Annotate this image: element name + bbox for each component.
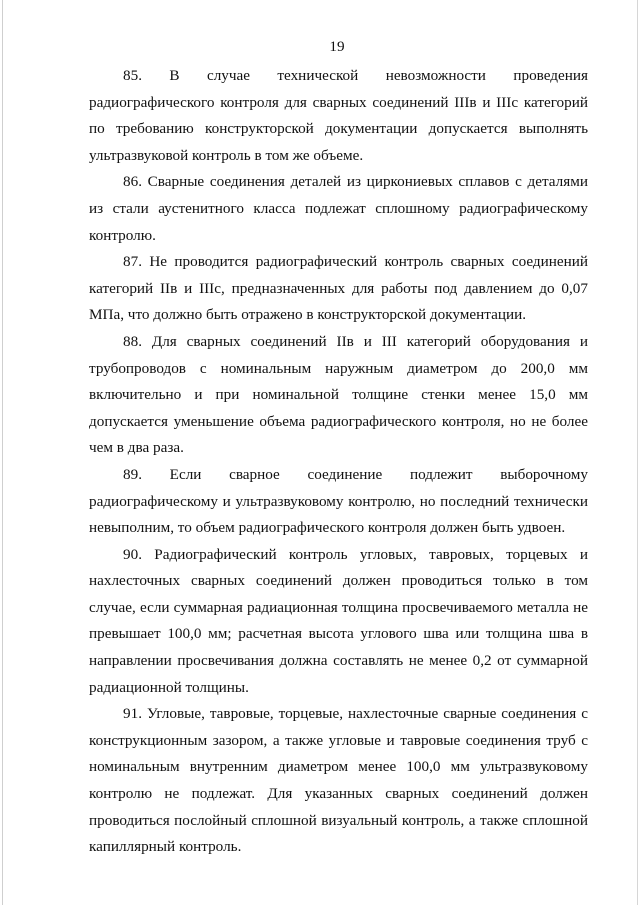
document-body <box>89 63 588 861</box>
page-right-edge <box>637 0 638 905</box>
paragraph-86: 86. Сварные соединения деталей из циркониевых сплавов с деталями из стали аустенитного класса подлежат сплошному радиографическому контролю. <box>89 173 588 244</box>
paragraph-89: 89. Если сварное соединение подлежит выборочному радиографическому и ультразвуковому контролю, но последний технически невыполним, то объем радиографического контроля должен быть удвоен. <box>89 465 588 537</box>
paragraph-85: 85. В случае технической невозможности проведения радиографического контроля для сварных соединений IIIв и IIIс категорий по требованию конструкторской документации допускается выполнять ультразвуковой контроль в том же объеме. <box>89 67 588 164</box>
page-number: 19 <box>329 38 345 55</box>
page-left-edge <box>2 0 3 905</box>
paragraph-87: 87. Не проводится радиографический контроль сварных соединений категорий IIв и IIIс, предназначенных для работы под давлением до 0,07 МПа, что должно быть отражено в конструкторской документации. <box>89 253 588 324</box>
paragraph-90: 90. Радиографический контроль угловых, тавровых, торцевых и нахлесточных сварных соединений должен проводиться только в том случае, если суммарная радиационная толщина просвечиваемого металла не превышает 100,0 мм; расчетная высота углового шва или толщина шва в направлении просвечивания должна составлять не менее 0,2 от суммарной радиационной толщины. <box>89 545 588 696</box>
paragraph-88: 88. Для сварных соединений IIв и III категорий оборудования и трубопроводов с номинальным наружным диаметром до 200,0 мм включительно и при номинальной толщине стенки менее 15,0 мм допускается уменьшение объема радиографического контроля, но не более чем в два раза. <box>89 332 588 457</box>
paragraph-91: 91. Угловые, тавровые, торцевые, нахлесточные сварные соединения с конструкционным зазором, а также угловые и тавровые соединения труб с номинальным внутренним диаметром менее 100,0 мм ультразвуковому контролю не подлежат. Для указанных сварных соединений должен проводиться послойный сплошной визуальный контроль, а также сплошной капиллярный контроль. <box>89 705 588 856</box>
